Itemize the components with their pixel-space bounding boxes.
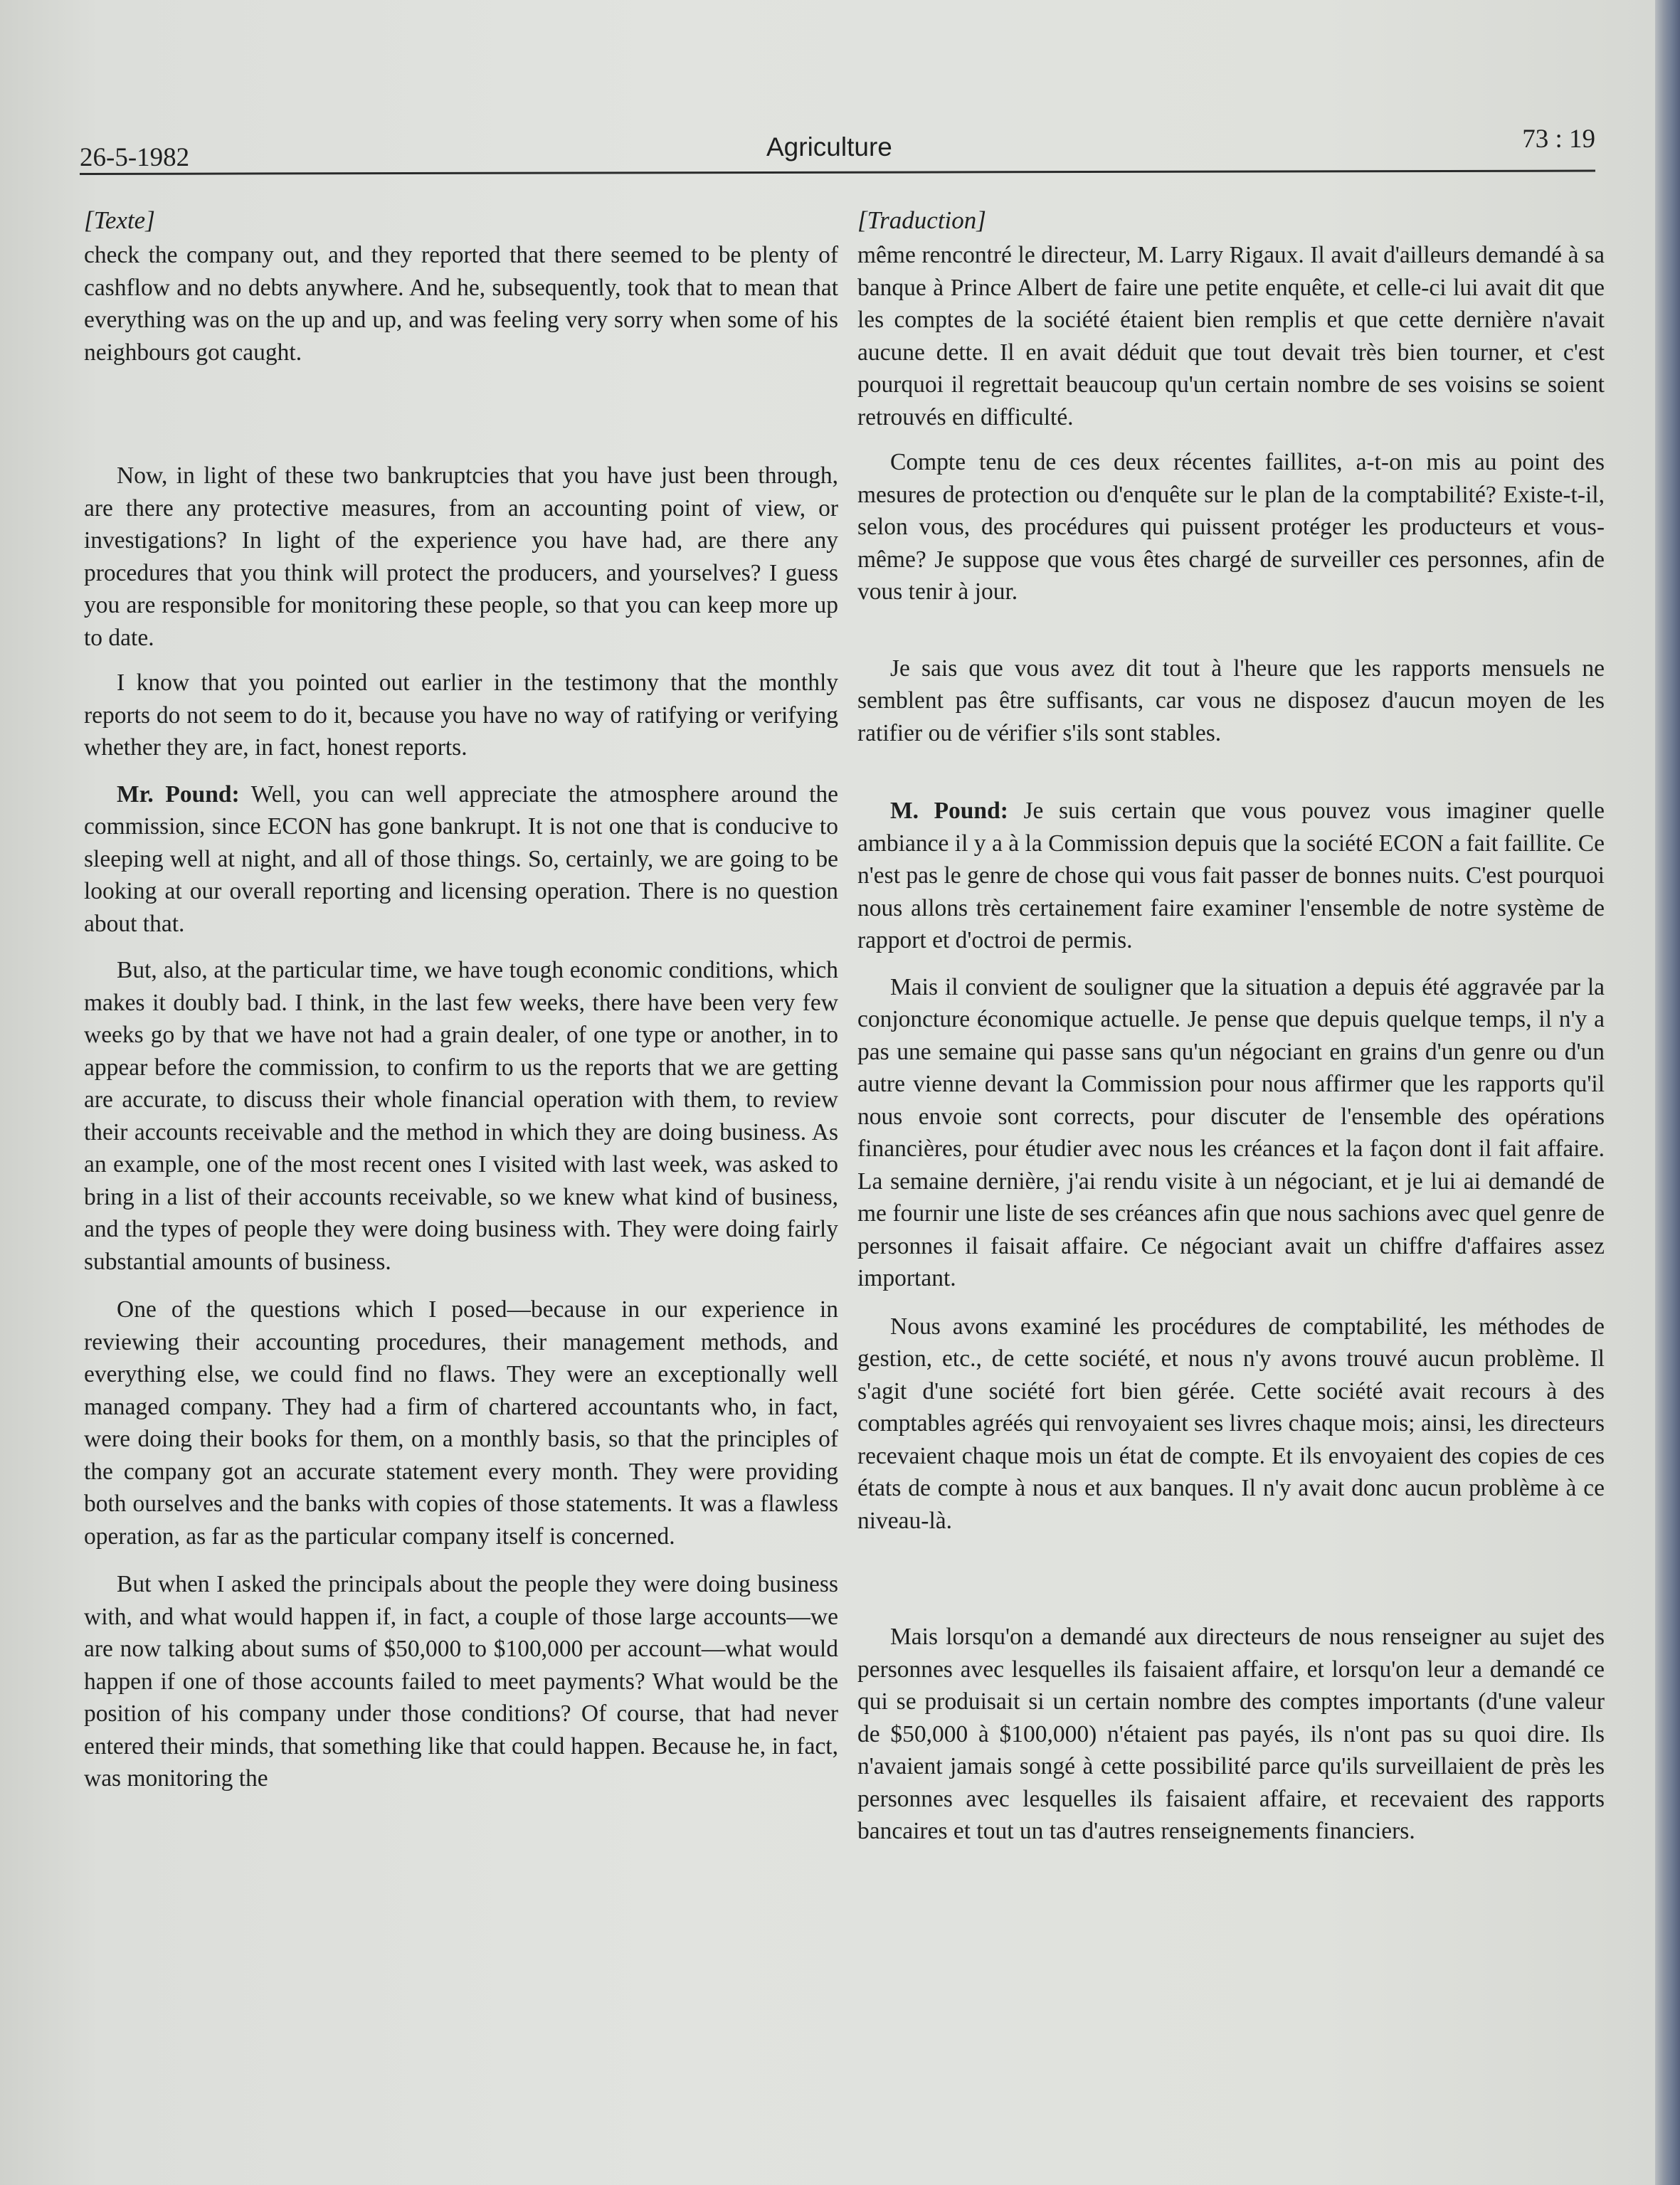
paragraph: Je sais que vous avez dit tout à l'heure que les rapports mensuels ne semblent pas être suffisants, car vous ne disposez d'aucun moyen de les ratifier ou de vérifier s'ils sont stables. [857,655,1605,746]
column-tag: [Texte] [84,206,155,234]
page-edge [1655,0,1680,2185]
paragraph: même rencontré le directeur, M. Larry Rigaux. Il avait d'ailleurs demandé à sa banque à Prince Albert de faire une petite enquête, et celle-ci lui avait dit que les comptes de la société étaient bien remplis et que cette dernière n'avait aucune dette. Il en avait déduit que tout devait très bien tourner, et c'est pourquoi il regrettait beaucoup qu'un certain nombre de ses voisins se soient retrouvés en difficulté. [857,242,1605,430]
paragraph: Compte tenu de ces deux récentes faillites, a-t-on mis au point des mesures de protection ou d'enquête sur le plan de la comptabilité? Existe-t-il, selon vous, des procédures qui puissent protéger les producteurs et vous-même? Je suppose que vous êtes chargé de surveiller ces personnes, afin de vous tenir à jour. [857,449,1605,605]
header-page-number: 73 : 19 [1522,125,1595,154]
paragraph [857,795,1605,957]
paragraph: One of the questions which I posed—because in our experience in reviewing their accounting procedures, their management methods, and everything else, we could find no flaws. They were an exceptionally well managed company. They had a firm of chartered accountants who, in fact, were doing their books for them, on a monthly basis, so that the principles of the company got an accurate statement every month. They were providing both ourselves and the banks with copies of those statements. It was a flawless operation, as far as the particular company itself is concerned. [84,1296,838,1550]
speaker-label: M. Pound: [890,798,1008,824]
french-column [857,205,1605,1848]
paragraph [84,778,838,941]
speaker-label: Mr. Pound: [117,781,240,808]
paragraph: check the company out, and they reported that there seemed to be plenty of cashflow and no debts anywhere. And he, subsequently, took that to mean that everything was on the up and up, and was feeling very sorry when some of his neighbours got caught. [84,242,838,366]
speech-text: Well, you can well appreciate the atmosphere around the commission, since ECON has gone bankrupt. It is not one that is conducive to sleeping well at night, and all of those things. So, certainly, we are going to be looking at our overall reporting and licensing operation. There is no question about that. [84,781,838,937]
paragraph: I know that you pointed out earlier in the testimony that the monthly reports do not seem to do it, because you have no way of ratifying or verifying whether they are, in fact, honest reports. [84,670,838,761]
header-date: 26-5-1982 [80,143,190,172]
page-header [80,121,1595,175]
paragraph: Mais lorsqu'on a demandé aux directeurs de nous renseigner au sujet des personnes avec lesquelles ils faisaient affaire, et lorsqu'on leur a demandé ce qui se produisait si un certain nombre des comptes importants (d'une valeur de $50,000 à $100,000) n'étaient pas payés, ils n'ont pas su quoi dire. Ils n'avaient jamais songé à cette possibilité parce qu'ils surveillaient de près les personnes avec lesquelles ils faisaient affaire, et recevaient des rapports bancaires et tout un tas d'autres renseignements financiers. [857,1624,1605,1844]
paragraph: But, also, at the particular time, we have tough economic conditions, which makes it doubly bad. I think, in the last few weeks, there have been very few weeks go by that we have not had a grain dealer, of one type or another, in to appear before the commission, to confirm to us the reports that we are getting are accurate, to discuss their whole financial operation with them, to review their accounts receivable and the method in which they are doing business. As an example, one of the most recent ones I visited with last week, was asked to bring in a list of their accounts receivable, so we knew what kind of business, and the types of people they were doing business with. They were doing fairly substantial amounts of business. [84,957,838,1275]
english-column [84,205,838,1795]
paragraph: Now, in light of these two bankruptcies that you have just been through, are there any protective measures, from an accounting point of view, or investigations? In light of the experience you have had, are there any procedures that you think will protect the producers, and yourselves? I guess you are responsible for monitoring these people, so that you can keep more up to date. [84,462,838,651]
header-section: Agriculture [766,132,892,162]
column-tag: [Traduction] [857,206,986,234]
paragraph: Mais il convient de souligner que la situation a depuis été aggravée par la conjoncture économique actuelle. Je pense que depuis quelque temps, il n'y a pas une semaine qui passe sans qu'un négociant en grains d'un genre ou d'un autre vienne devant la Commission pour nous affirmer que les rapports qu'il nous envoie sont corrects, pour discuter de l'ensemble des opérations financières, pour étudier avec nous les créances et la façon dont il fait affaire. La semaine dernière, j'ai rendu visite à un négociant, et je lui ai demandé de me fournir une liste de ses créances afin que nous sachions avec quel genre de personnes il faisait affaire. Ce négociant avait un chiffre d'affaires assez important. [857,973,1605,1291]
paragraph: Nous avons examiné les procédures de comptabilité, les méthodes de gestion, etc., de cette société, et nous n'y avons trouvé aucun problème. Il s'agit d'une société fort bien gérée. Cette société avait recours à des comptables agréés qui renvoyaient ses livres chaque mois; ainsi, les directeurs recevaient chaque mois un état de compte. Et ils envoyaient des copies de ces états de compte à nous et aux banques. Il n'y avait donc aucun problème à ce niveau-là. [857,1313,1605,1534]
paragraph: But when I asked the principals about the people they were doing business with, and what would happen if, in fact, a couple of those large accounts—we are now talking about sums of $50,000 to $100,000 per account—what would happen if one of those accounts failed to meet payments? What would be the position of his company under those conditions? Of course, that had never entered their minds, that something like that could happen. Because he, in fact, was monitoring the [84,1571,838,1792]
speech-text: Je suis certain que vous pouvez vous imaginer quelle ambiance il y a à la Commission depuis que la société ECON a fait faillite. Ce n'est pas le genre de chose qui vous fait passer de bonnes nuits. C'est pourquoi nous allons très certainement faire examiner l'ensemble de notre système de rapport et d'octroi de permis. [857,798,1605,953]
